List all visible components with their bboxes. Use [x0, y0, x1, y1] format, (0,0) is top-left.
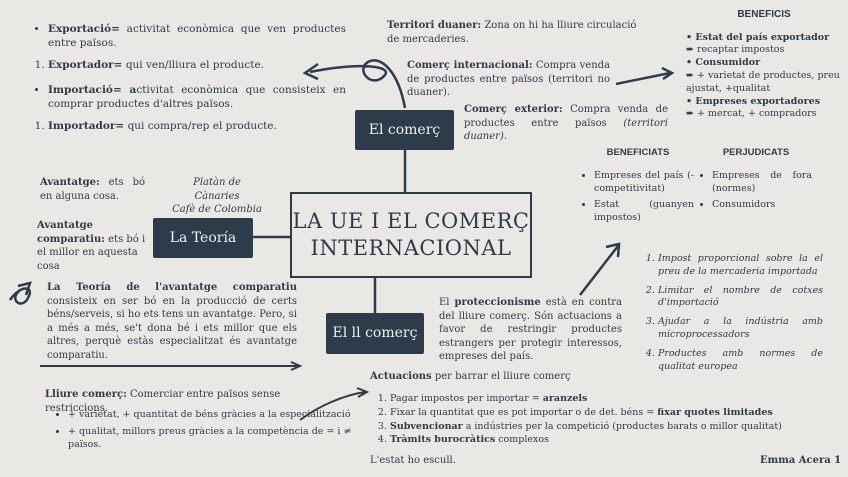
actuacio-1	[390, 393, 840, 406]
beneficiats-title: BENEFICIATS	[606, 147, 670, 158]
importador-term: Importador=	[48, 119, 125, 132]
beneficis-block	[678, 8, 840, 121]
beneficis-group-1-head: Estat del país exportador	[695, 31, 830, 43]
internacional-term: Comerç internacional:	[407, 60, 533, 71]
beneficis-group-3-head: Empreses exportadores	[695, 95, 821, 107]
avantatge-definition	[40, 176, 145, 203]
actuacio-3-bold: Subvencionar	[390, 420, 463, 432]
comerc-exterior	[464, 103, 668, 144]
perjudicats-title: PERJUDICATS	[722, 147, 790, 158]
example-2: Cafè de Colombia	[172, 204, 262, 215]
territori-def: Zona on hi ha lliure circulació de mercaderies.	[387, 20, 637, 45]
exterior-def: Compra venda de productes entre països	[464, 104, 668, 129]
beneficiats-item-2: • Estat (guanyen impostos)	[594, 199, 694, 225]
actuacions-title	[370, 370, 770, 384]
el-comerc-box: El comerç	[355, 110, 454, 150]
main-title-line-2: INTERNACIONAL	[310, 236, 512, 260]
exportacio-list	[36, 22, 346, 50]
avantatge-def: ets bó en alguna cosa.	[40, 177, 145, 202]
teoria-paragraph	[47, 281, 297, 362]
exportador-item	[48, 58, 346, 72]
perjudicats-item-2: • Consumidors	[712, 199, 812, 212]
exportador-list	[36, 58, 346, 72]
perjudicats-item-1: • Empreses de fora (normes)	[712, 170, 812, 196]
importacio-term: Importació= a	[48, 83, 137, 96]
exportacio-def: activitat econòmica que ven productes entre països.	[48, 23, 346, 50]
measure-1: 1. Impost proporcional sobre la el preu de la mercaderia importada	[658, 253, 823, 279]
exportador-term: Exportador=	[48, 59, 123, 72]
actuacio-1-bold: aranzels	[542, 393, 588, 404]
definitions-block	[36, 22, 346, 137]
perjudicats-block	[700, 147, 812, 216]
teoria-paragraph-term: La Teoría de l'avantatge comparatiu	[47, 282, 297, 293]
beneficiats-list	[582, 170, 694, 225]
lliure-comerc-bullets	[52, 409, 378, 455]
measure-2: 2. Limitar el nombre de cotxes d'importació	[658, 285, 823, 311]
beneficis-group-2-head-row: • Consumidor	[686, 57, 761, 69]
actuacio-2-pre: Fixar la quantitat que es pot importar o de det. béns =	[390, 406, 658, 418]
beneficis-group-1	[678, 32, 840, 58]
comparatiu-def: ets bó i el millor en aquesta cosa	[37, 233, 146, 272]
beneficis-group-3	[678, 96, 840, 122]
actuacions-list	[378, 393, 840, 451]
exportacio-item	[48, 22, 346, 50]
proteccionisme-term: proteccionisme	[454, 297, 541, 308]
importador-item	[48, 119, 346, 133]
beneficiats-item-1: • Empreses del país (- competitivitat)	[594, 170, 694, 196]
main-title-line-1: LA UE I EL COMERÇ	[292, 208, 530, 233]
importacio-item	[48, 83, 346, 111]
beneficis-group-3-head-row: • Empreses exportadores	[686, 95, 821, 107]
avantatge-examples	[172, 176, 262, 217]
lliure-bullet-1: • + varietat, + quantitat de béns gràcies a la especialització	[68, 409, 378, 422]
territori-term: Territori duaner:	[387, 20, 482, 31]
actuacions-footer: L'estat ho escull.	[370, 455, 456, 466]
comparatiu-definition	[37, 219, 149, 273]
beneficis-group-2	[678, 57, 840, 95]
internacional-def: Compra venda de productes entre països (territori no duaner).	[407, 60, 611, 98]
lliure-bullet-2: • + qualitat, millors preus gràcies a la competència de = i ≠ països.	[68, 426, 378, 452]
author-signature: Emma Acera 1	[760, 455, 842, 466]
beneficis-group-1-head-row: • Estat del país exportador	[686, 31, 830, 43]
exportador-def: qui ven/lliura el producte.	[122, 59, 265, 72]
importacio-list	[36, 83, 346, 111]
beneficis-group-2-line: ➨ + varietat de productes, preu ajustat, +qualitat	[686, 69, 840, 94]
actuacio-3	[390, 421, 840, 434]
proteccionisme-measures	[648, 253, 823, 378]
arrow-to-beneficiats	[580, 246, 618, 295]
importacio-def: ctivitat econòmica que consisteix en comprar productes d'altres països.	[48, 83, 346, 110]
exterior-italic: (territori duaner)	[464, 117, 668, 142]
exterior-term: Comerç exterior:	[464, 104, 563, 115]
example-1: Platàn de Cànaries	[193, 177, 241, 202]
main-title-box	[290, 192, 532, 278]
actuacio-2	[390, 407, 840, 420]
la-teoria-box: La Teoría	[153, 218, 253, 258]
actuacio-3-post: a indústries per la competició (productes barats o millor qualitat)	[462, 420, 782, 432]
teoria-paragraph-text: consisteix en ser bó en la producció de certs béns/serveis, si ho ets tens un avantatge. Pero, si a més a més, se't dona bé i ets millor que els altres, perquè estàs especialitzat és avantatge comparatiu.	[47, 295, 297, 361]
actuacio-1-pre: Pagar impostos per importar =	[390, 393, 543, 404]
exportacio-term: Exportació=	[48, 23, 120, 35]
lliure-comerc-box: El ll comerç	[326, 313, 424, 354]
actuacions-title-rest: per barrar el lliure comerç	[431, 371, 571, 382]
beneficis-group-1-line: ➨ recaptar impostos	[686, 44, 785, 56]
territori-duaner	[387, 19, 637, 46]
proteccionisme-paragraph	[439, 296, 622, 364]
actuacio-4-post: complexos	[495, 434, 549, 446]
importador-def: qui compra/rep el producte.	[124, 119, 277, 132]
lliure-comerc-def: Comerciar entre països sense restriccions.	[45, 389, 281, 414]
beneficiats-block	[582, 147, 694, 229]
comparatiu-term: Avantatge comparatiu:	[37, 220, 105, 245]
proteccionisme-post: està en contra del lliure comerç. Són actuacions a favor de restringir productes estrangers per protegir interessos, empreses del país.	[439, 297, 623, 362]
proteccionisme-pre: El	[439, 297, 455, 308]
actuacio-4-bold: Tràmits burocràtics	[390, 434, 496, 446]
actuacio-4	[390, 434, 840, 447]
perjudicats-list	[700, 170, 812, 212]
comerc-internacional	[407, 59, 610, 100]
lliure-comerc-term: Lliure comerç:	[45, 389, 127, 400]
importador-list	[36, 119, 346, 133]
measure-4: 4. Productes amb normes de qualitat europea	[658, 348, 823, 374]
measure-3: 3. Ajudar a la indústria amb microprocessadors	[658, 316, 823, 342]
avantatge-term: Avantatge:	[40, 177, 100, 188]
actuacions-title-bold: Actuacions	[370, 371, 432, 382]
beneficis-group-3-line: ➨ + mercat, + compradors	[686, 108, 817, 120]
arrow-to-beneficis	[616, 73, 670, 84]
actuacio-2-bold: fixar quotes limitades	[657, 406, 773, 418]
beneficis-group-2-head: Consumidor	[695, 57, 761, 69]
exterior-end: .	[503, 131, 508, 142]
beneficis-title: BENEFICIS	[737, 9, 791, 20]
